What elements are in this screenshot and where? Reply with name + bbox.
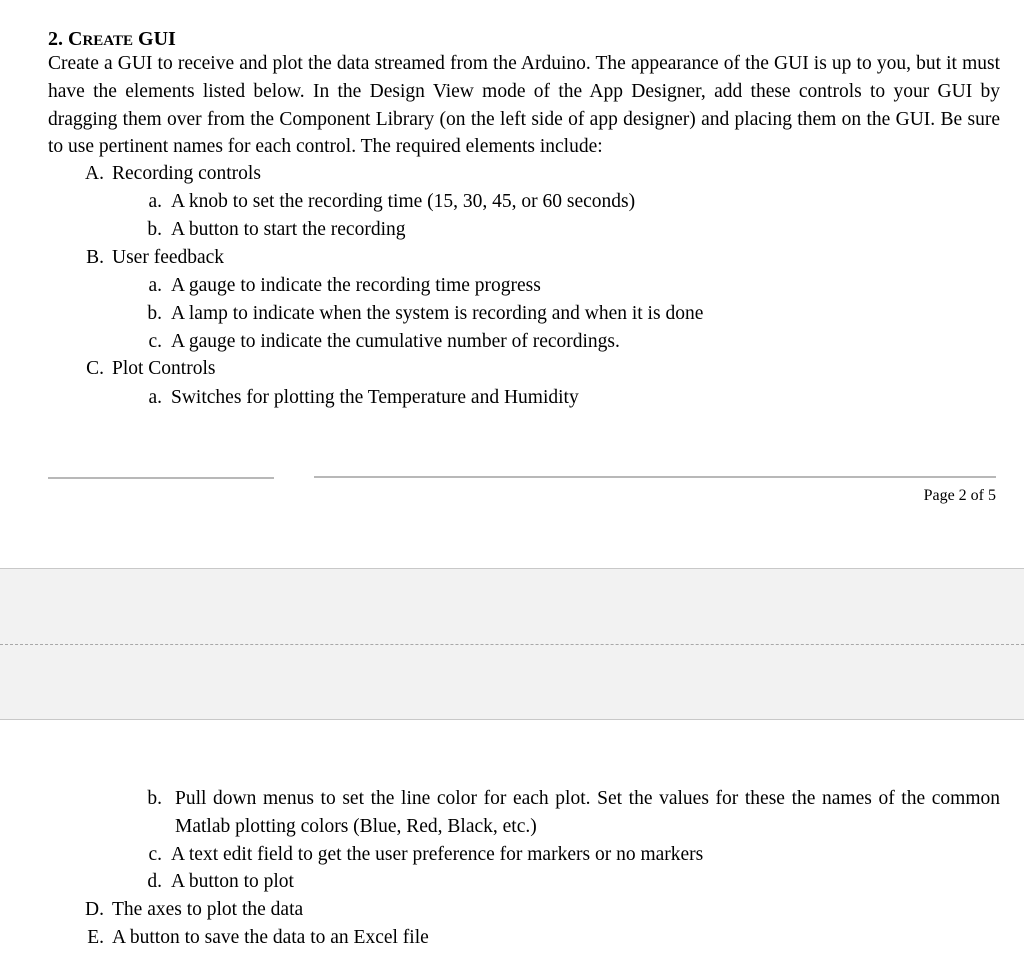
- section-number: 2.: [48, 28, 63, 50]
- list-marker: B.: [86, 247, 104, 268]
- list-marker: A.: [85, 163, 104, 184]
- list-marker: D.: [85, 899, 104, 920]
- list-subitem: [144, 216, 406, 244]
- list-subitem-text: A text edit field to get the user preference for markers or no markers: [171, 844, 704, 865]
- list-subitem-text: A knob to set the recording time (15, 30, 45, or 60 seconds): [171, 191, 636, 212]
- page-break-dashed-line: [0, 644, 1024, 645]
- list-subitem: [144, 300, 703, 328]
- list-subitem-text: A button to start the recording: [171, 219, 406, 240]
- intro-paragraph: Create a GUI to receive and plot the data streamed from the Arduino. The appearance of the GUI is up to you, but it must have the elements listed below. In the Design View mode of the App Designer, add these controls to your GUI by dragging them over from the Component Library (on the left side of app designer) and placing them on the GUI. Be sure to use pertinent names for each control. The required elements include:: [48, 53, 1000, 158]
- list-subitem: [144, 841, 703, 869]
- document-page-bottom: [0, 720, 1024, 971]
- list-marker: d.: [147, 871, 162, 892]
- section-title-gui: GUI: [138, 28, 176, 50]
- list-subitem: [144, 384, 579, 412]
- list-marker: E.: [87, 927, 104, 948]
- list-marker: a.: [148, 191, 162, 212]
- list-marker: C.: [86, 358, 104, 379]
- list-item-b: [80, 244, 224, 272]
- footer-rule-right: [314, 476, 996, 478]
- list-subitem-text: Pull down menus to set the line color for each plot. Set the values for these the names of the common Matlab plotting colors (Blue, Red, Black, etc.): [175, 788, 1000, 837]
- list-marker: b.: [147, 219, 162, 240]
- page-number: Page 2 of 5: [923, 487, 996, 504]
- section-title-rest: REATE: [82, 33, 134, 49]
- list-item-e: [80, 924, 429, 952]
- list-marker: a.: [148, 275, 162, 296]
- list-subitem-text: A gauge to indicate the cumulative number of recordings.: [171, 331, 620, 352]
- list-item-d: [80, 896, 303, 924]
- list-marker: b.: [147, 303, 162, 324]
- list-subitem: [144, 188, 635, 216]
- list-item-label: A button to save the data to an Excel file: [112, 927, 429, 948]
- list-subitem-text: A lamp to indicate when the system is recording and when it is done: [171, 303, 704, 324]
- list-item-a: [80, 160, 261, 188]
- list-subitem-text: A button to plot: [171, 871, 294, 892]
- list-item-label: The axes to plot the data: [112, 899, 304, 920]
- list-subitem-text: A gauge to indicate the recording time progress: [171, 275, 541, 296]
- section-title-initial: C: [68, 28, 83, 50]
- list-item-label: Recording controls: [112, 163, 261, 184]
- list-subitem: [144, 785, 1000, 841]
- list-item-label: User feedback: [112, 247, 225, 268]
- list-marker: c.: [148, 331, 162, 352]
- list-item-label: Plot Controls: [112, 358, 216, 379]
- list-marker: c.: [148, 844, 162, 865]
- list-subitem: [144, 272, 541, 300]
- page-break-gap: [0, 568, 1024, 720]
- list-subitem: [144, 328, 620, 356]
- list-marker: a.: [148, 387, 162, 408]
- list-subitem: [144, 868, 294, 896]
- footer-rule-left: [48, 477, 274, 479]
- list-item-c: [80, 355, 215, 383]
- list-subitem-text: Switches for plotting the Temperature and Humidity: [171, 387, 579, 408]
- list-marker: b.: [147, 788, 162, 809]
